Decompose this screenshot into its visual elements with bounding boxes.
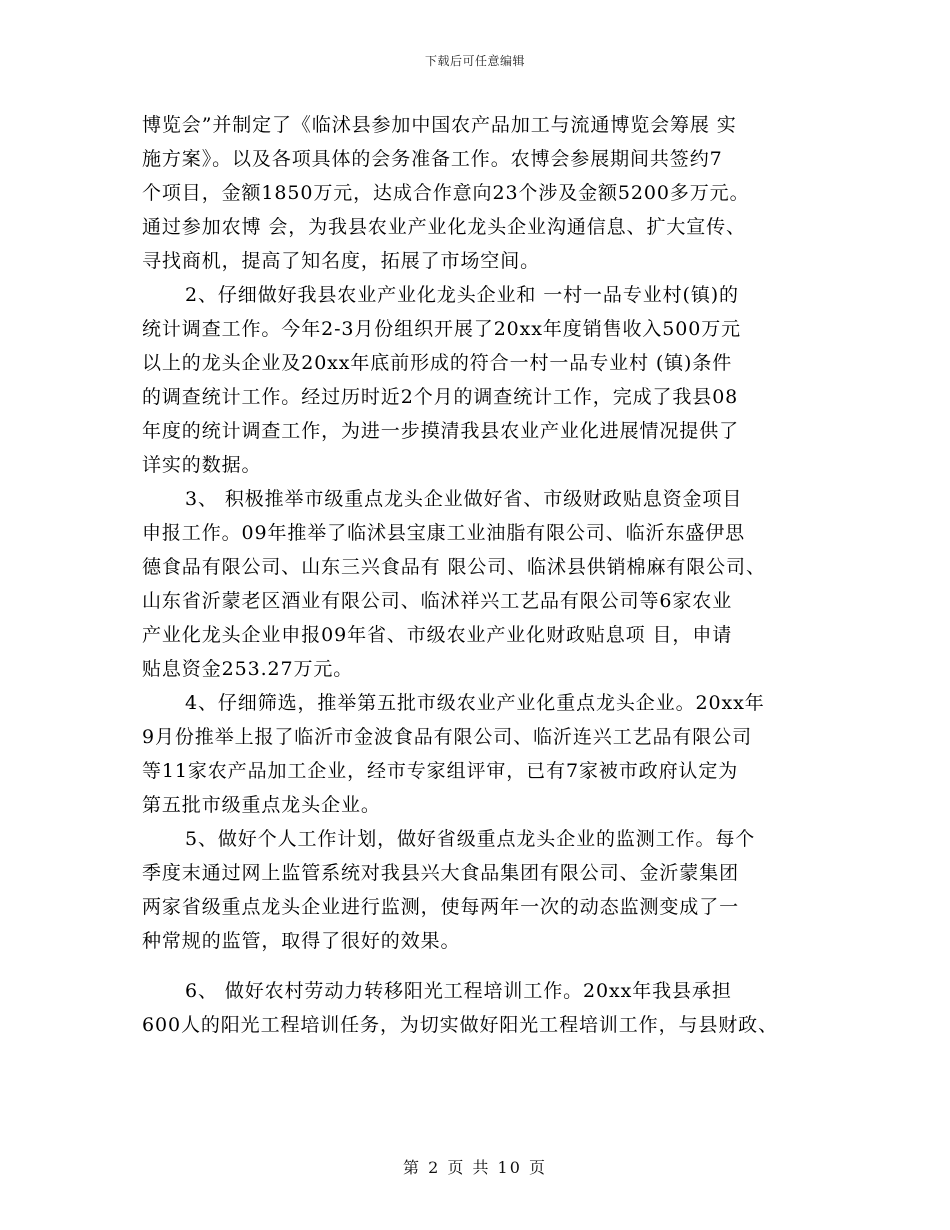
text-line: 两家省级重点龙头企业进行监测，使每两年一次的动态监测变成了一: [142, 896, 740, 918]
text-line: 3、 积极推举市级重点龙头企业做好省、市级财政贴息资金项目: [185, 488, 743, 510]
text-line: 贴息资金253.27万元。: [142, 658, 354, 680]
text-line: 统计调查工作。今年2-3月份组织开展了20xx年度销售收入500万元: [142, 318, 742, 340]
text-line: 施方案》。以及各项具体的会务准备工作。农博会参展期间共签约7: [142, 148, 723, 170]
text-line: 寻找商机，提高了知名度，拓展了市场空间。: [142, 250, 541, 272]
text-line: 山东省沂蒙老区酒业有限公司、临沭祥兴工艺品有限公司等6家农业: [142, 590, 733, 612]
document-body: [142, 108, 832, 1042]
text-line: 的调查统计工作。经过历时近2个月的调查统计工作，完成了我县08: [142, 386, 739, 408]
text-line: 德食品有限公司、山东三兴食品有 限公司、临沭县供销棉麻有限公司、: [142, 556, 766, 578]
text-line: 以上的龙头企业及20xx年底前形成的符合一村一品专业村 (镇)条件: [142, 352, 733, 374]
text-line: 季度末通过网上监管系统对我县兴大食品集团有限公司、金沂蒙集团: [142, 862, 740, 884]
text-line: 第五批市级重点龙头企业。: [142, 794, 381, 816]
text-line: 600人的阳光工程培训任务，为切实做好阳光工程培训工作，与县财政、: [142, 1014, 778, 1036]
paragraph-3: [142, 482, 832, 686]
page-header: 下载后可任意编辑: [424, 54, 525, 68]
paragraph-5: [142, 822, 832, 958]
text-line: 2、仔细做好我县农业产业化龙头企业和 一村一品专业村(镇)的: [185, 284, 739, 306]
text-line: 个项目，金额1850万元，达成合作意向23个涉及金额5200多万元。: [142, 182, 750, 204]
text-line: 种常规的监管，取得了很好的效果。: [142, 930, 461, 952]
text-line: 通过参加农博 会，为我县农业产业化龙头企业沟通信息、扩大宣传、: [142, 216, 746, 238]
text-line: 申报工作。09年推举了临沭县宝康工业油脂有限公司、临沂东盛伊思: [142, 522, 746, 544]
page-footer: 第 2 页 共 10 页: [403, 1158, 547, 1177]
text-line: 产业化龙头企业申报09年省、市级农业产业化财政贴息项 目，申请: [142, 624, 733, 646]
text-line: 5、做好个人工作计划，做好省级重点龙头企业的监测工作。每个: [185, 828, 756, 850]
text-line: 4、仔细筛选，推举第五批市级农业产业化重点龙头企业。20xx年: [185, 692, 765, 714]
paragraph-4: [142, 686, 832, 822]
paragraph-6: [142, 974, 832, 1042]
paragraph-spacer: [142, 958, 832, 974]
paragraph-1: [142, 108, 832, 278]
paragraph-2: [142, 278, 832, 482]
text-line: 9月份推举上报了临沂市金波食品有限公司、临沂连兴工艺品有限公司: [142, 726, 752, 748]
text-line: 年度的统计调查工作，为进一步摸清我县农业产业化进展情况提供了: [142, 420, 740, 442]
text-line: 等11家农产品加工企业，经市专家组评审，已有7家被市政府认定为: [142, 760, 739, 782]
text-line: 博览会”并制定了《临沭县参加中国农产品加工与流通博览会筹展 实: [142, 114, 737, 136]
text-line: 6、 做好农村劳动力转移阳光工程培训工作。20xx年我县承担: [185, 980, 732, 1002]
text-line: 详实的数据。: [142, 454, 262, 476]
